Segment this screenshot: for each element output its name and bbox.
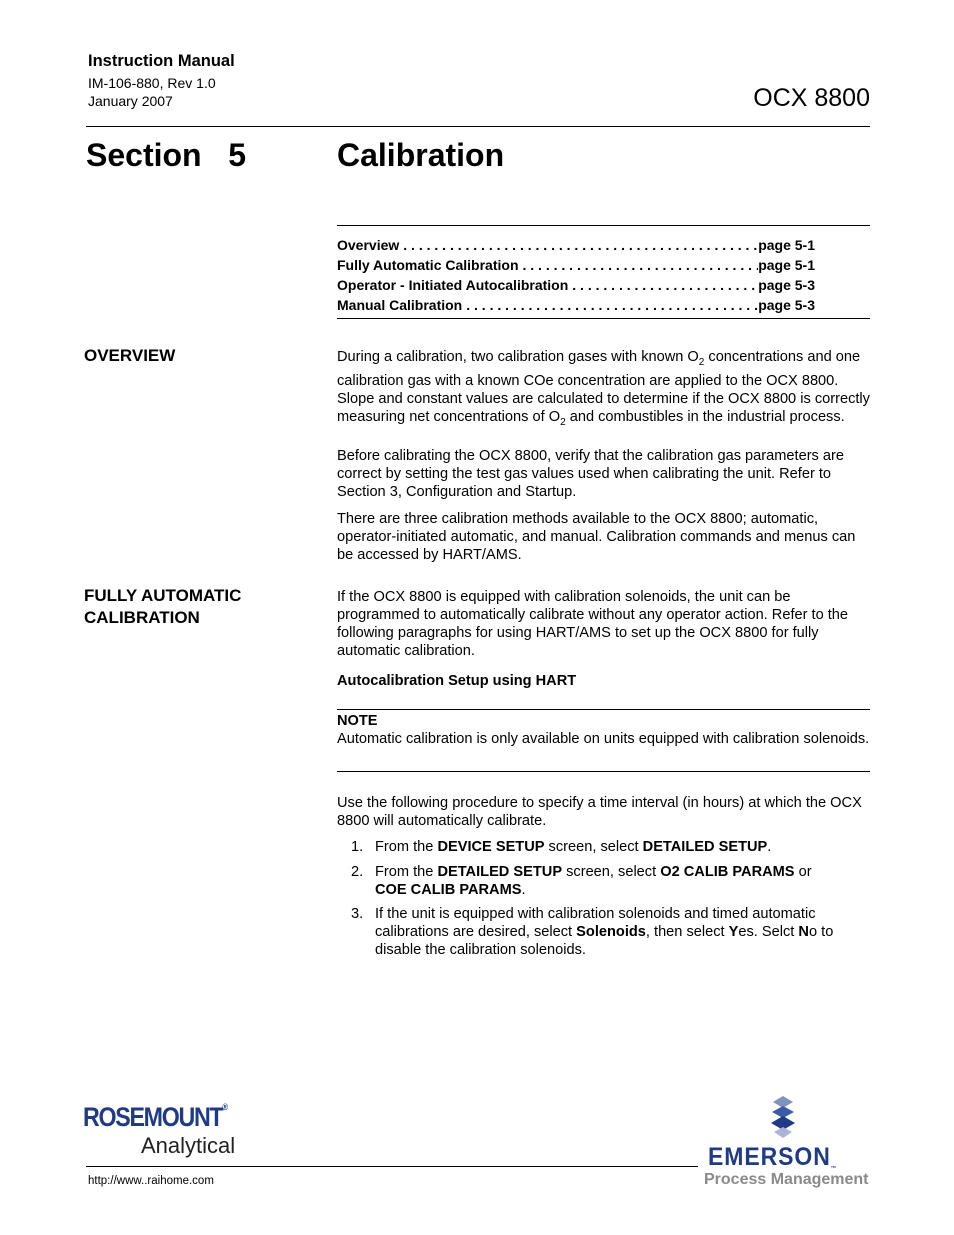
overview-paragraph-2: Before calibrating the OCX 8800, verify that the calibration gas parameters are correct by setting the test gas values used when calibrating the unit. Refer to Section 3, Configuration and Startup. — [337, 448, 844, 500]
toc-item[interactable]: Manual Calibration . . . page 5-3 — [337, 297, 815, 313]
doc-date: January 2007 — [88, 93, 173, 109]
fully-automatic-paragraph-1: If the OCX 8800 is equipped with calibration solenoids, the unit can be programmed to automatically calibrate without any operator action. Refer to the following paragraphs for using HART/AMS to set up the OCX 8800 for fully automatic calibration. — [337, 589, 849, 659]
procedure-step: 2. From the DETAILED SETUP screen, select O2 CALIB PARAMS or COE CALIB PARAMS. — [351, 864, 812, 898]
note-bottom-rule — [337, 771, 870, 772]
product-name: OCX 8800 — [753, 84, 870, 112]
rosemount-logo: ROSEMOUNT® — [83, 1102, 229, 1132]
footer-rule — [86, 1166, 698, 1167]
note-title: NOTE — [337, 713, 378, 729]
rosemount-analytical-text: Analytical — [141, 1133, 236, 1158]
fully-automatic-heading: FULLY AUTOMATIC CALIBRATION — [84, 586, 242, 627]
emerson-logo-icon — [763, 1094, 803, 1142]
toc-item[interactable]: Fully Automatic Calibration . . . page 5-1 — [337, 257, 815, 273]
note-top-rule — [337, 709, 870, 710]
note-text: Automatic calibration is only available on units equipped with calibration solenoids. — [337, 731, 870, 747]
procedure-step: 1. From the DEVICE SETUP screen, select DETAILED SETUP. — [351, 839, 772, 855]
toc-item[interactable]: Operator - Initiated Autocalibration . . . page 5-3 — [337, 277, 815, 293]
toc-item[interactable]: Overview . . . page 5-1 — [337, 237, 815, 253]
overview-paragraph-3: There are three calibration methods available to the OCX 8800; automatic, operator-initiated automatic, and manual. Calibration commands and menus can be accessed by HART/AMS. — [337, 511, 856, 563]
emerson-wordmark: EMERSON™ — [708, 1143, 837, 1172]
toc-bottom-rule — [337, 318, 870, 319]
autocal-subheading: Autocalibration Setup using HART — [337, 673, 577, 689]
section-number: Section 5 — [86, 137, 247, 173]
footer-url[interactable]: http://www..raihome.com — [88, 1175, 214, 1187]
doc-type: Instruction Manual — [88, 52, 235, 70]
toc-top-rule — [337, 225, 870, 226]
section-title: Calibration — [337, 137, 505, 173]
header-rule — [86, 126, 870, 127]
overview-heading: OVERVIEW — [84, 346, 176, 365]
procedure-step: 3. If the unit is equipped with calibration solenoids and timed automatic calibrations are desired, select Solenoids, then select Yes. Selct No to disable the calibration solenoids. — [351, 906, 834, 958]
process-management-text: Process Management — [704, 1171, 869, 1188]
overview-paragraph-1: During a calibration, two calibration gases with known $O_2$ concentrations and one calibration gas with a known COe concentration are applied to the OCX 8800. Slope and constant values are calculated to determine if the OCX 8800 is correctly measuring net concentrations of $O_2$ and combustibles in the industrial process. — [337, 349, 870, 428]
doc-number: IM-106-880, Rev 1.0 — [88, 75, 216, 91]
fully-automatic-paragraph-2: Use the following procedure to specify a time interval (in hours) at which the OCX 8800 will automatically calibrate. — [337, 795, 862, 829]
